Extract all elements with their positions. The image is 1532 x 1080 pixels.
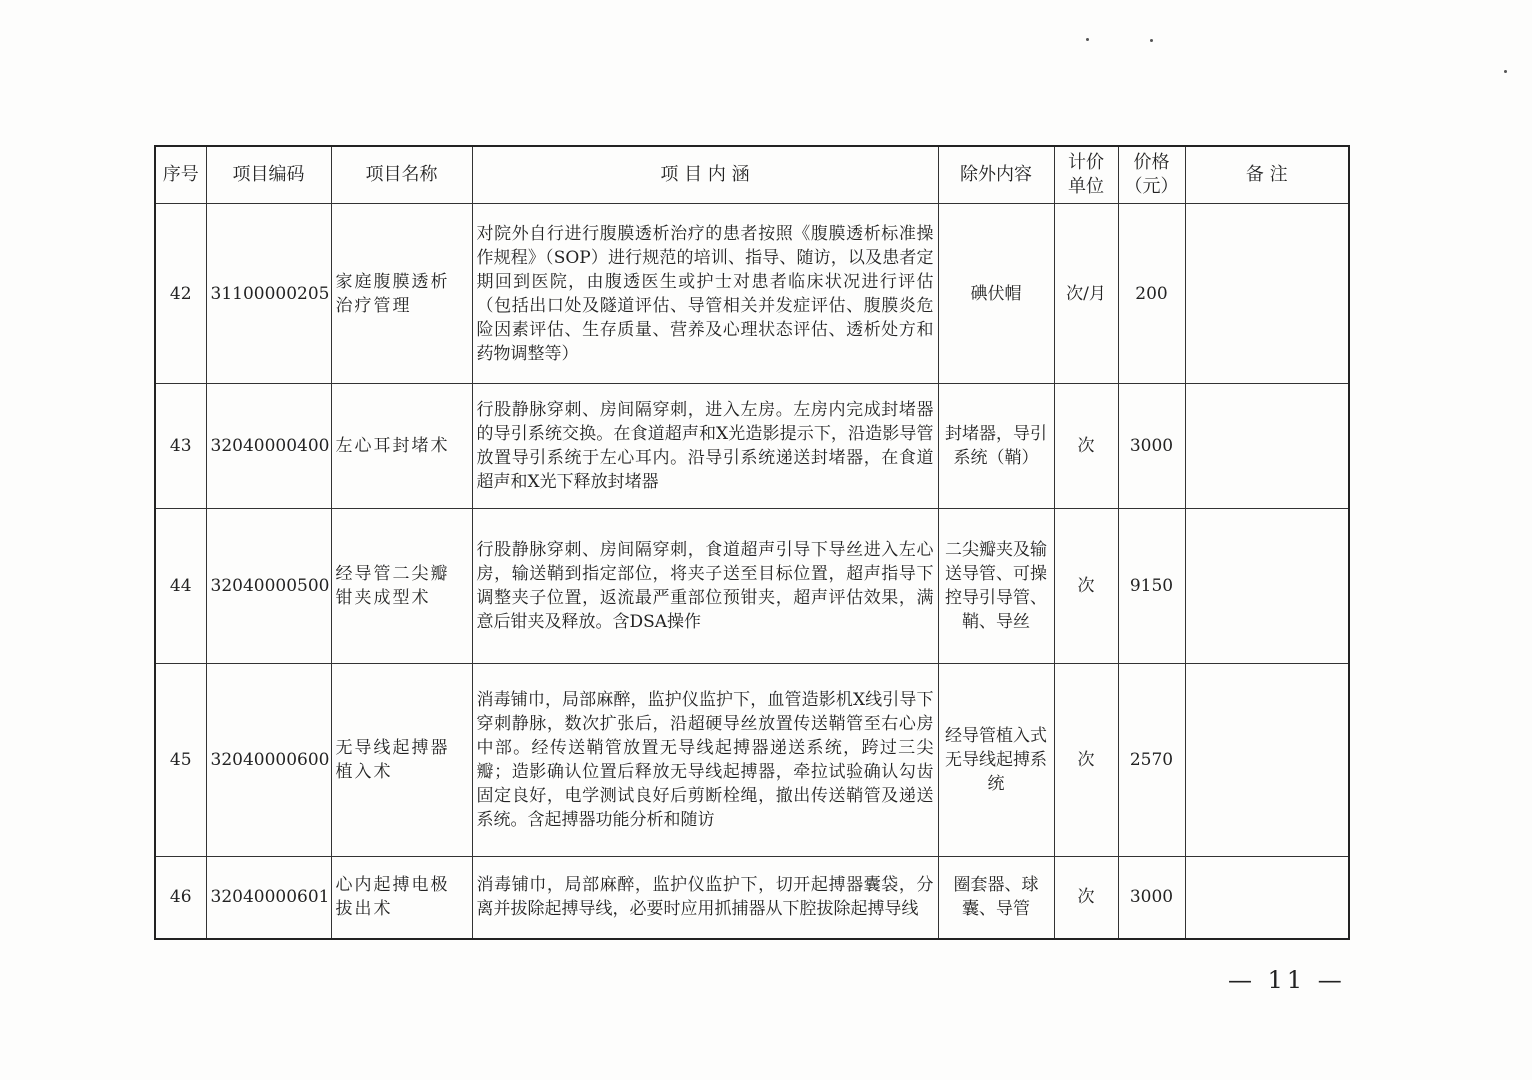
header-remarks: 备 注 xyxy=(1185,146,1349,204)
header-code: 项目编码 xyxy=(206,146,331,204)
table-row xyxy=(155,664,1349,857)
table-row xyxy=(155,204,1349,384)
cell-content: 消毒铺巾，局部麻醉，监护仪监护下，血管造影机X线引导下穿刺静脉，数次扩张后，沿超硬导丝放置传送鞘管至右心房中部。经传送鞘管放置无导线起搏器递送系统，跨过三尖瓣；造影确认位置后释放无导线起搏器，牵拉试验确认勾齿固定良好，电学测试良好后剪断栓绳，撤出传送鞘管及递送系统。含起搏器功能分析和随访 xyxy=(472,664,938,857)
header-price-line1: 价格 xyxy=(1133,152,1170,173)
cell-content: 消毒铺巾，局部麻醉，监护仪监护下，切开起搏器囊袋，分离并拔除起搏导线，必要时应用抓捕器从下腔拔除起搏导线 xyxy=(472,857,938,939)
table-row xyxy=(155,384,1349,509)
cell-unit: 次 xyxy=(1054,857,1118,939)
cell-price: 2570 xyxy=(1118,664,1185,857)
cell-price: 3000 xyxy=(1118,857,1185,939)
cell-code: 32040000400 xyxy=(206,384,331,509)
header-excluded: 除外内容 xyxy=(938,146,1054,204)
cell-excluded: 封堵器，导引系统（鞘） xyxy=(938,384,1054,509)
cell-remarks xyxy=(1185,509,1349,664)
cell-content: 行股静脉穿刺、房间隔穿刺，进入左房。左房内完成封堵器的导引系统交换。在食道超声和X光造影提示下，沿造影导管放置导引系统于左心耳内。沿导引系统递送封堵器，在食道超声和X光下释放封堵器 xyxy=(472,384,938,509)
header-unit xyxy=(1054,146,1118,204)
scan-speck xyxy=(1150,39,1153,42)
cell-code: 31100000205 xyxy=(206,204,331,384)
cell-content: 行股静脉穿刺、房间隔穿刺，食道超声引导下导丝进入左心房，输送鞘到指定部位，将夹子送至目标位置，超声指导下调整夹子位置，返流最严重部位预钳夹，超声评估效果，满意后钳夹及释放。含DSA操作 xyxy=(472,509,938,664)
cell-unit: 次 xyxy=(1054,384,1118,509)
cell-unit: 次 xyxy=(1054,664,1118,857)
price-table xyxy=(154,145,1350,940)
cell-remarks xyxy=(1185,204,1349,384)
header-name: 项目名称 xyxy=(331,146,472,204)
cell-unit: 次 xyxy=(1054,509,1118,664)
cell-remarks xyxy=(1185,857,1349,939)
cell-price: 9150 xyxy=(1118,509,1185,664)
header-unit-line2: 单位 xyxy=(1068,176,1104,197)
cell-seq: 45 xyxy=(155,664,206,857)
cell-code: 32040000500 xyxy=(206,509,331,664)
header-unit-line1: 计价 xyxy=(1068,152,1104,173)
cell-unit: 次/月 xyxy=(1054,204,1118,384)
cell-seq: 46 xyxy=(155,857,206,939)
cell-seq: 43 xyxy=(155,384,206,509)
header-content: 项 目 内 涵 xyxy=(472,146,938,204)
cell-code: 32040000601 xyxy=(206,857,331,939)
scan-speck xyxy=(1086,38,1089,41)
cell-name: 无导线起搏器植入术 xyxy=(331,664,472,857)
cell-name: 家庭腹膜透析治疗管理 xyxy=(331,204,472,384)
cell-seq: 42 xyxy=(155,204,206,384)
cell-code: 32040000600 xyxy=(206,664,331,857)
cell-name: 左心耳封堵术 xyxy=(331,384,472,509)
cell-name: 经导管二尖瓣钳夹成型术 xyxy=(331,509,472,664)
cell-price: 3000 xyxy=(1118,384,1185,509)
page-number: — 11 — xyxy=(1228,966,1346,994)
header-price-line2: （元） xyxy=(1124,176,1179,197)
cell-excluded: 经导管植入式无导线起搏系统 xyxy=(938,664,1054,857)
cell-excluded: 二尖瓣夹及输送导管、可操控导引导管、鞘、导丝 xyxy=(938,509,1054,664)
cell-excluded: 圈套器、球囊、导管 xyxy=(938,857,1054,939)
table-row xyxy=(155,509,1349,664)
header-row xyxy=(155,146,1349,204)
cell-remarks xyxy=(1185,384,1349,509)
cell-price: 200 xyxy=(1118,204,1185,384)
header-price xyxy=(1118,146,1185,204)
scan-speck xyxy=(1504,70,1507,73)
cell-name: 心内起搏电极拔出术 xyxy=(331,857,472,939)
cell-content: 对院外自行进行腹膜透析治疗的患者按照《腹膜透析标准操作规程》（SOP）进行规范的培训、指导、随访，以及患者定期回到医院，由腹透医生或护士对患者临床状况进行评估（包括出口处及隧道评估、导管相关并发症评估、腹膜炎危险因素评估、生存质量、营养及心理状态评估、透析处方和药物调整等） xyxy=(472,204,938,384)
cell-seq: 44 xyxy=(155,509,206,664)
header-seq: 序号 xyxy=(155,146,206,204)
table-row xyxy=(155,857,1349,939)
cell-remarks xyxy=(1185,664,1349,857)
cell-excluded: 碘伏帽 xyxy=(938,204,1054,384)
